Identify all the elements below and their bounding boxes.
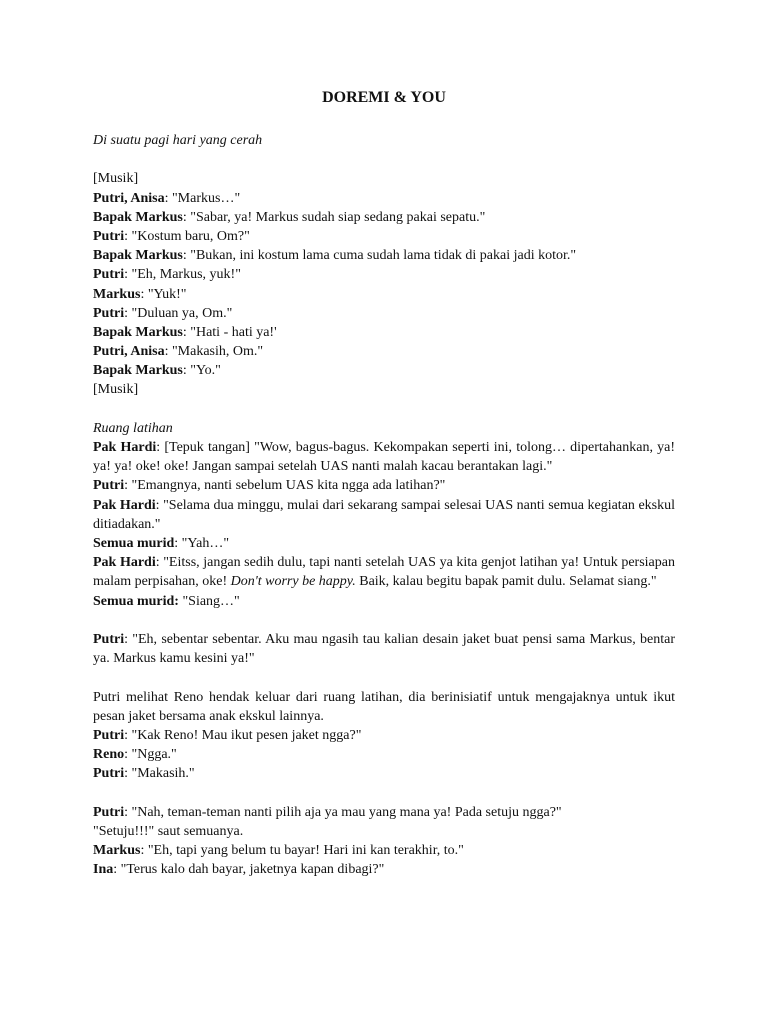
- speaker-name: Putri, Anisa: [93, 344, 165, 360]
- dialogue-line: [93, 265, 675, 284]
- speaker-name: Putri: [93, 305, 125, 321]
- speaker-name: Markus: [93, 843, 141, 859]
- speaker-name: Ina: [93, 862, 114, 878]
- dialogue-line: [93, 592, 675, 611]
- dialogue-paragraph: [93, 496, 675, 534]
- dialogue-text: : "Eh, Markus, yuk!": [124, 267, 241, 283]
- dialogue-line: [93, 745, 675, 764]
- dialogue-text: : "Bukan, ini kostum lama cuma sudah lama tidak di pakai jadi kotor.": [182, 248, 577, 264]
- dialogue-text: : "Makasih, Om.": [164, 344, 264, 360]
- dialogue-text: : "Eitss, jangan sedih dulu, tapi nanti setelah UAS ya kita genjot latihan ya! Untuk persiapan malam perpisahan, oke!: [93, 555, 675, 590]
- speaker-name: Reno: [93, 747, 125, 763]
- scene-heading-pagi: Di suatu pagi hari yang cerah: [93, 133, 263, 148]
- script-body: [93, 131, 675, 879]
- dialogue-text: : "Eh, tapi yang belum tu bayar! Hari ini kan terakhir, to.": [140, 843, 464, 859]
- dialogue-text: Baik, kalau begitu bapak pamit dulu. Selamat siang.": [355, 574, 657, 590]
- dialogue-line: [93, 246, 675, 265]
- dialogue-text: : "Markus…": [164, 190, 241, 206]
- dialogue-line: [93, 860, 675, 879]
- dialogue-text: : [Tepuk tangan] "Wow, bagus-bagus. Kekompakan seperti ini, tolong… dipertahankan, ya! ya! ya! oke! oke! Jangan sampai setelah UAS nanti malah kacau berantakan lagi.": [93, 440, 675, 475]
- speaker-name: Putri: [93, 804, 125, 820]
- speaker-name: Putri: [93, 727, 125, 743]
- dialogue-text-italic: Don't worry be happy.: [230, 574, 356, 590]
- dialogue-line: [93, 323, 675, 342]
- dialogue-text: : "Duluan ya, Om.": [124, 305, 233, 321]
- dialogue-text: : "Ngga.": [124, 747, 177, 763]
- scene-heading-ruang-latihan: Ruang latihan: [93, 420, 173, 436]
- narration-line: "Setuju!!!" saut semuanya.: [93, 823, 244, 839]
- speaker-name: Pak Hardi: [93, 497, 156, 513]
- speaker-name: Markus: [93, 286, 141, 302]
- dialogue-line: [93, 227, 675, 246]
- speaker-name: Pak Hardi: [93, 555, 156, 571]
- dialogue-text: : "Makasih.": [124, 766, 195, 782]
- dialogue-line: [93, 304, 675, 323]
- dialogue-line: [93, 534, 675, 553]
- speaker-name: Putri: [93, 228, 125, 244]
- speaker-name: Pak Hardi: [93, 440, 157, 455]
- dialogue-line: [93, 726, 675, 745]
- stage-direction-musik: [Musik]: [93, 382, 139, 398]
- speaker-name: Putri: [93, 631, 125, 647]
- dialogue-line: [93, 208, 675, 227]
- speaker-name: Putri: [93, 267, 125, 283]
- speaker-name: Bapak Markus: [93, 363, 183, 379]
- speaker-name: Putri: [93, 766, 125, 782]
- dialogue-text: : "Emangnya, nanti sebelum UAS kita ngga ada latihan?": [124, 478, 446, 494]
- speaker-name: Putri, Anisa: [93, 190, 165, 206]
- dialogue-text: : "Yo.": [182, 363, 221, 379]
- speaker-name: Putri: [93, 478, 125, 494]
- dialogue-line: [93, 285, 675, 304]
- dialogue-line: [93, 764, 675, 783]
- dialogue-text: : "Kak Reno! Mau ikut pesen jaket ngga?": [124, 727, 362, 743]
- dialogue-line: [93, 361, 675, 380]
- dialogue-text: : "Yuk!": [140, 286, 187, 302]
- dialogue-text: "Siang…": [178, 593, 240, 609]
- dialogue-paragraph: [93, 438, 675, 476]
- dialogue-paragraph: [93, 553, 675, 591]
- speaker-name: Bapak Markus: [93, 248, 183, 264]
- dialogue-text: : "Selama dua minggu, mulai dari sekarang sampai selesai UAS nanti semua kegiatan ekskul ditiadakan.": [93, 497, 675, 532]
- speaker-name: Bapak Markus: [93, 209, 183, 225]
- speaker-name: Semua murid:: [93, 593, 179, 609]
- page-title: DOREMI & YOU: [322, 89, 446, 106]
- dialogue-text: : "Nah, teman-teman nanti pilih aja ya mau yang mana ya! Pada setuju ngga?": [124, 804, 562, 820]
- narration-paragraph: Putri melihat Reno hendak keluar dari ruang latihan, dia berinisiatif untuk mengajaknya untuk ikut pesan jaket bersama anak ekskul lainnya.: [93, 689, 675, 724]
- dialogue-line: [93, 841, 675, 860]
- dialogue-text: : "Yah…": [174, 536, 230, 551]
- stage-direction-musik: [Musik]: [93, 171, 139, 187]
- dialogue-paragraph: [93, 630, 675, 668]
- dialogue-text: : "Eh, sebentar sebentar. Aku mau ngasih tau kalian desain jaket buat pensi sama Markus, bentar ya. Markus kamu kesini ya!": [93, 631, 675, 667]
- speaker-name: Bapak Markus: [93, 324, 183, 340]
- dialogue-line: [93, 189, 675, 208]
- dialogue-text: : "Hati - hati ya!': [182, 324, 277, 340]
- dialogue-text: : "Sabar, ya! Markus sudah siap sedang pakai sepatu.": [182, 209, 486, 225]
- dialogue-line: [93, 476, 675, 495]
- dialogue-line: [93, 803, 675, 822]
- speaker-name: Semua murid: [93, 536, 175, 551]
- dialogue-text: : "Kostum baru, Om?": [124, 228, 250, 244]
- dialogue-text: : "Terus kalo dah bayar, jaketnya kapan dibagi?": [113, 862, 385, 878]
- dialogue-line: [93, 342, 675, 361]
